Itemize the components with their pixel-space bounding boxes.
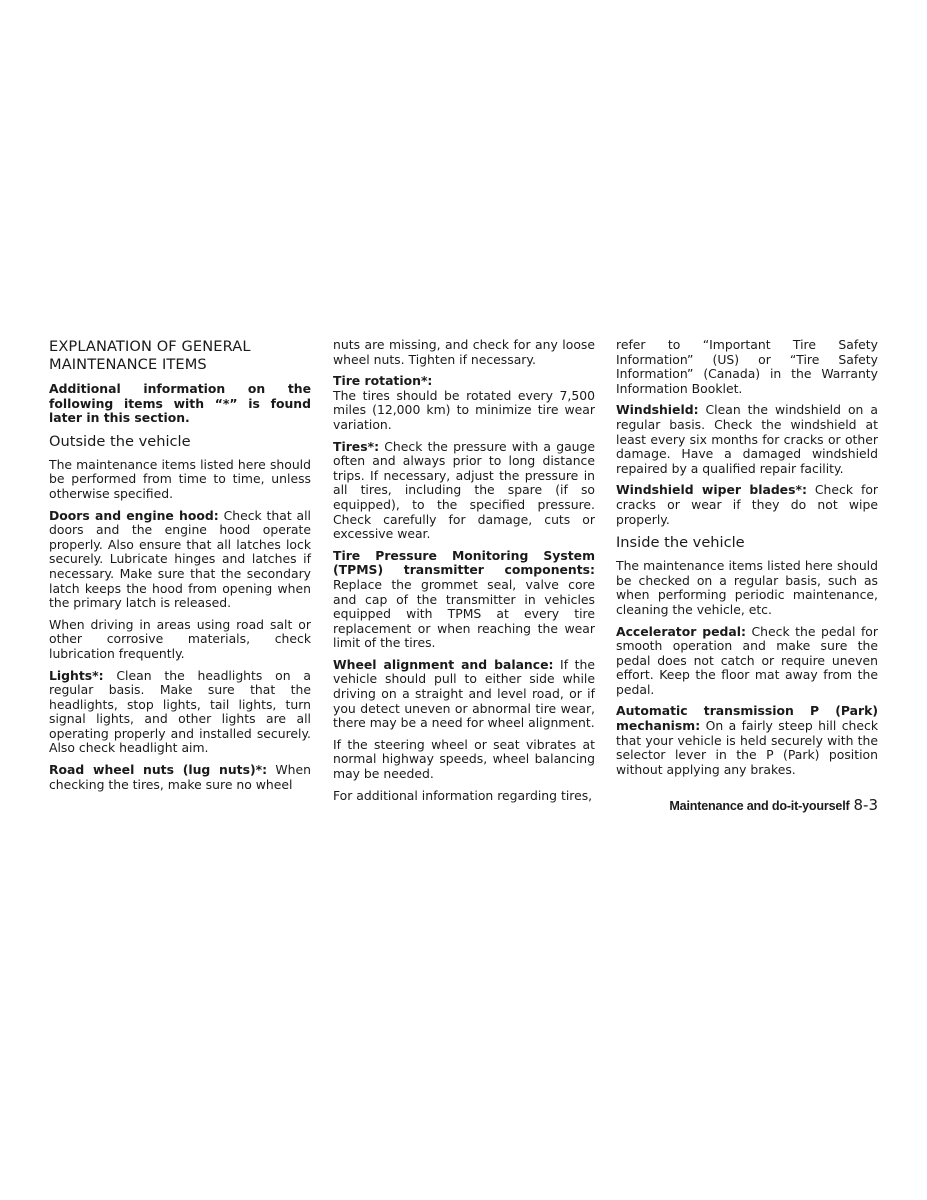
park-mechanism-item (616, 704, 878, 777)
footer-section-title: Maintenance and do-it-yourself (669, 799, 850, 813)
page-footer (669, 797, 878, 814)
accelerator-text: Check the pedal for smooth operation and make sure the pedal does not catch or require uneven effort. Keep the floor mat away from the pedal. (616, 623, 878, 697)
alignment-item (333, 658, 595, 731)
intro-note-text: Additional information on the following items with “*” is found later in this section. (49, 381, 311, 426)
park-mechanism-term: Automatic transmission P (Park) mechanism: (616, 703, 878, 734)
outside-vehicle-heading: Outside the vehicle (49, 432, 191, 450)
tpms-text: Replace the grommet seal, valve core and cap of the transmitter in vehicles equipped with TPMS at every tire replacement or when reaching the wear limit of the tires. (333, 576, 595, 651)
accelerator-term: Accelerator pedal: (616, 623, 746, 639)
wheel-nuts-text: When checking the tires, make sure no wheel (49, 762, 311, 792)
section-title-line2: MAINTENANCE ITEMS (49, 356, 207, 373)
column-2 (333, 338, 595, 803)
wiper-item (616, 483, 878, 527)
lights-text: Clean the headlights on a regular basis. Make sure that the headlights, stop lights, tail lights, turn signal lights, and other lights are all operating properly and installed securely. Also check headlight aim. (49, 667, 311, 756)
windshield-item (616, 403, 878, 476)
doors-item (49, 509, 311, 611)
alignment-text: If the vehicle should pull to either side while driving on a straight and level road, or if you detect uneven or abnormal tire wear, there may be a need for wheel alignment. (333, 656, 595, 731)
park-mechanism-text: On a fairly steep hill check that your vehicle is held securely with the selector lever in the P (Park) position without applying any brakes. (616, 718, 878, 777)
wheel-nuts-item (49, 763, 311, 792)
wiper-text: Check for cracks or wear if they do not wipe properly. (616, 482, 878, 527)
accelerator-item (616, 625, 878, 698)
outside-intro: The maintenance items listed here should be performed from time to time, unless otherwise specified. (49, 456, 311, 501)
doors-term: Doors and engine hood: (49, 507, 219, 523)
doors-text: Check that all doors and the engine hood operate properly. Also ensure that all latches lock securely. Lubricate hinges and latches if necessary. Make sure that the secondary latch keeps the hood from opening when the primary latch is released. (49, 507, 312, 611)
tpms-term: Tire Pressure Monitoring System (TPMS) transmitter components: (333, 547, 595, 578)
lights-term: Lights*: (49, 667, 104, 683)
windshield-term: Windshield: (616, 402, 699, 418)
inside-vehicle-heading: Inside the vehicle (616, 534, 745, 552)
tire-rotation-item (333, 374, 595, 432)
road-salt-note: When driving in areas using road salt or other corrosive materials, check lubrication frequently. (49, 616, 311, 661)
lights-item (49, 669, 311, 757)
page-number: 8-3 (853, 796, 878, 814)
inside-intro: The maintenance items listed here should be checked on a regular basis, such as when performing periodic maintenance, cleaning the vehicle, etc. (616, 558, 878, 617)
alignment-term: Wheel alignment and balance: (333, 656, 554, 672)
section-title (49, 338, 311, 374)
column-1 (49, 338, 311, 792)
wiper-term: Windshield wiper blades*: (616, 482, 807, 498)
section-title-line1: EXPLANATION OF GENERAL (49, 338, 251, 355)
tire-rotation-text: The tires should be rotated every 7,500 miles (12,000 km) to minimize tire wear variation. (333, 387, 595, 432)
tire-rotation-term: Tire rotation*: (333, 373, 433, 389)
tpms-item (333, 549, 595, 651)
tires-term: Tires*: (333, 438, 380, 454)
additional-tires-note: For additional information regarding tires, (333, 787, 593, 803)
wheel-nuts-term: Road wheel nuts (lug nuts)*: (49, 762, 268, 778)
tires-text: Check the pressure with a gauge often and always prior to long distance trips. If necessary, adjust the pressure in all tires, including the spare (if so equipped), to the specified pressure. Check carefully for damage, cuts or excessive wear. (333, 438, 595, 542)
vibration-note: If the steering wheel or seat vibrates at normal highway speeds, wheel balancing may be needed. (333, 736, 595, 782)
intro-note (49, 382, 311, 426)
column-3 (616, 338, 878, 777)
tires-item (333, 440, 595, 542)
tires-reference-continued: refer to “Important Tire Safety Information” (US) or “Tire Safety Information” (Canada) in the Warranty Information Booklet. (616, 337, 878, 396)
windshield-text: Clean the windshield on a regular basis. Check the windshield at least every six months for cracks or other damage. Have a damaged windshield repaired by a qualified repair facility. (616, 402, 878, 476)
wheel-nuts-continued: nuts are missing, and check for any loose wheel nuts. Tighten if necessary. (333, 337, 595, 367)
